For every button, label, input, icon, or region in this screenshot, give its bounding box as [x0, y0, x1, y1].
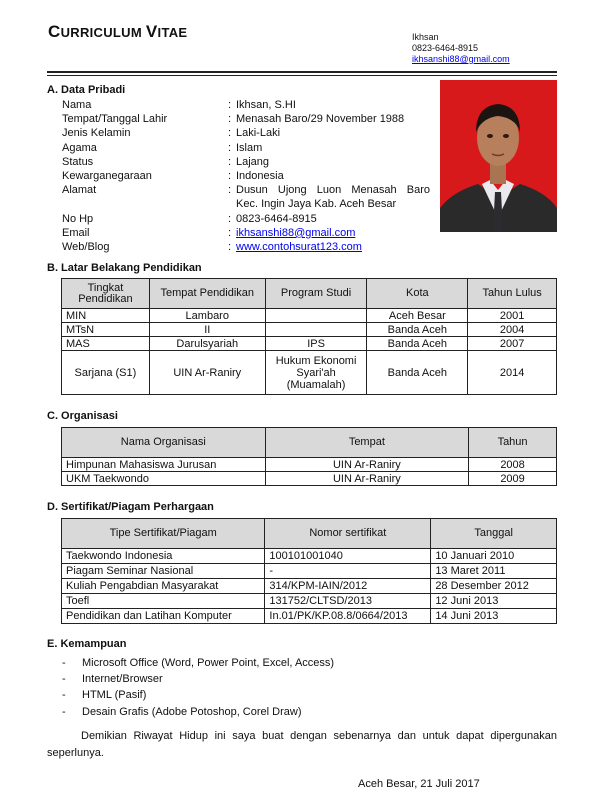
- closing-statement: Demikian Riwayat Hidup ini saya buat dengan sebenarnya dan untuk dapat dipergunakan seperlunya.: [47, 730, 557, 759]
- certificates-cell: 10 Januari 2010: [431, 549, 557, 564]
- personal-row: [62, 112, 430, 126]
- certificates-cell: Toefl: [62, 594, 265, 609]
- bullet-dash: -: [62, 657, 66, 669]
- personal-row: [62, 183, 430, 197]
- personal-value[interactable]: www.contohsurat123.com: [236, 241, 362, 254]
- personal-row: [62, 155, 430, 169]
- education-header-cell: Tingkat Pendidikan: [62, 279, 150, 309]
- personal-label: Email: [62, 226, 90, 239]
- education-cell: MIN: [62, 309, 150, 323]
- education-cell: Banda Aceh: [367, 351, 468, 395]
- certificates-header-cell: Tipe Sertifikat/Piagam: [62, 519, 265, 549]
- certificates-cell: 100101001040: [265, 549, 431, 564]
- personal-row: [62, 126, 430, 140]
- personal-label: No Hp: [62, 212, 94, 225]
- certificates-cell: 28 Desember 2012: [431, 579, 557, 594]
- education-cell: Aceh Besar: [367, 309, 468, 323]
- education-header-cell: Tempat Pendidikan: [149, 279, 265, 309]
- personal-label: Status: [62, 155, 94, 168]
- organization-cell: 2009: [469, 472, 557, 486]
- personal-value: 0823-6464-8915: [236, 212, 317, 225]
- personal-label: Nama: [62, 99, 92, 111]
- personal-value: Islam: [236, 141, 263, 154]
- personal-data-list: [62, 98, 430, 254]
- header-email-link[interactable]: ikhsanshi88@gmail.com: [412, 54, 510, 64]
- skill-item: [62, 704, 334, 720]
- skill-text: HTML (Pasif): [82, 689, 147, 702]
- section-certificates-title: D. Sertifikat/Piagam Perhargaan: [47, 501, 214, 513]
- personal-row: [62, 226, 430, 240]
- personal-colon: :: [228, 212, 232, 225]
- personal-label: [62, 197, 228, 211]
- personal-value: Menasah Baro/29 November 1988: [236, 113, 405, 126]
- organization-row: [62, 458, 557, 472]
- education-header-cell: Kota: [367, 279, 468, 309]
- personal-value: Ikhsan, S.HI: [236, 99, 296, 111]
- header-name: Ikhsan: [412, 32, 439, 42]
- certificates-cell: 13 Maret 2011: [431, 564, 557, 579]
- organization-header-cell: Nama Organisasi: [62, 428, 266, 458]
- personal-colon: :: [228, 184, 232, 197]
- header-rule-thin: [47, 75, 557, 76]
- skill-text: Microsoft Office (Word, Power Point, Excel, Access): [82, 657, 335, 669]
- personal-value: Lajang: [236, 155, 270, 168]
- certificates-header-cell: Tanggal: [431, 519, 557, 549]
- personal-colon: :: [228, 141, 232, 154]
- education-cell: II: [149, 323, 265, 337]
- skill-item: [62, 687, 334, 703]
- education-cell: [265, 323, 367, 337]
- certificates-cell: 131752/CLTSD/2013: [265, 594, 431, 609]
- personal-colon: :: [228, 99, 232, 111]
- education-header-cell: Program Studi: [265, 279, 367, 309]
- personal-colon: :: [228, 155, 232, 168]
- personal-row: [62, 169, 430, 183]
- personal-value: Indonesia: [236, 170, 284, 183]
- organization-cell: Himpunan Mahasiswa Jurusan: [62, 458, 266, 472]
- personal-colon: [228, 197, 236, 211]
- education-cell: Lambaro: [149, 309, 265, 323]
- education-row: [62, 309, 557, 323]
- cv-title: CURRICULUM VITAE: [48, 22, 188, 41]
- personal-colon: :: [228, 127, 232, 140]
- skill-text: Internet/Browser: [82, 673, 163, 686]
- certificates-cell: 314/KPM-IAIN/2012: [265, 579, 431, 594]
- education-cell: UIN Ar-Raniry: [149, 351, 265, 395]
- education-cell: 2014: [468, 351, 557, 395]
- education-table: [61, 278, 557, 395]
- personal-colon: :: [228, 241, 232, 254]
- signature-place-date: Aceh Besar, 21 Juli 2017: [358, 778, 480, 790]
- education-cell: [265, 309, 367, 323]
- header-phone: 0823-6464-8915: [412, 43, 479, 53]
- personal-value[interactable]: ikhsanshi88@gmail.com: [236, 226, 356, 239]
- section-personal-title: A. Data Pribadi: [47, 84, 126, 96]
- skill-item: [62, 671, 334, 687]
- education-cell: Banda Aceh: [367, 323, 468, 337]
- bullet-dash: -: [62, 689, 66, 702]
- personal-row: [62, 240, 430, 254]
- certificates-row: [62, 564, 557, 579]
- certificates-cell: In.01/PK/KP.08.8/0664/2013: [265, 609, 431, 624]
- section-organization-title: C. Organisasi: [47, 410, 118, 422]
- organization-header-cell: Tahun: [469, 428, 557, 458]
- certificates-cell: Piagam Seminar Nasional: [62, 564, 265, 579]
- bullet-dash: -: [62, 705, 66, 718]
- personal-value: Laki-Laki: [236, 127, 281, 140]
- personal-row: [62, 141, 430, 155]
- certificates-row: [62, 609, 557, 624]
- education-cell: MTsN: [62, 323, 150, 337]
- personal-colon: :: [228, 226, 232, 239]
- personal-colon: :: [228, 113, 232, 126]
- education-header-cell: Tahun Lulus: [468, 279, 557, 309]
- skill-text: Desain Grafis (Adobe Potoshop, Corel Draw): [82, 705, 302, 718]
- personal-row: [62, 197, 430, 211]
- certificates-row: [62, 594, 557, 609]
- certificates-header-cell: Nomor sertifikat: [265, 519, 431, 549]
- certificates-cell: 12 Juni 2013: [431, 594, 557, 609]
- section-skills-title: E. Kemampuan: [47, 638, 127, 650]
- certificates-row: [62, 549, 557, 564]
- personal-row: [62, 212, 430, 226]
- organization-cell: 2008: [469, 458, 557, 472]
- skills-list: [62, 655, 334, 720]
- personal-label: Web/Blog: [62, 241, 110, 254]
- education-cell: Sarjana (S1): [62, 351, 150, 395]
- certificates-cell: -: [265, 564, 431, 579]
- education-row: [62, 337, 557, 351]
- education-row: [62, 323, 557, 337]
- education-cell: Hukum Ekonomi Syari'ah (Muamalah): [265, 351, 367, 395]
- education-cell: 2001: [468, 309, 557, 323]
- header-rule: [47, 71, 557, 73]
- personal-label: Jenis Kelamin: [62, 127, 131, 140]
- education-cell: Banda Aceh: [367, 337, 468, 351]
- personal-label: Kewarganegaraan: [62, 170, 152, 183]
- certificates-cell: Kuliah Pengabdian Masyarakat: [62, 579, 265, 594]
- organization-row: [62, 472, 557, 486]
- personal-colon: :: [228, 170, 232, 183]
- education-cell: 2004: [468, 323, 557, 337]
- certificates-cell: 14 Juni 2013: [431, 609, 557, 624]
- organization-table: [61, 427, 557, 486]
- certificates-row: [62, 579, 557, 594]
- organization-header-cell: Tempat: [265, 428, 469, 458]
- personal-label: Tempat/Tanggal Lahir: [62, 113, 168, 126]
- personal-value: Kec. Ingin Jaya Kab. Aceh Besar: [236, 198, 397, 211]
- organization-cell: UKM Taekwondo: [62, 472, 266, 486]
- certificates-cell: Pendidikan dan Latihan Komputer: [62, 609, 265, 624]
- profile-photo: [440, 80, 557, 232]
- organization-cell: UIN Ar-Raniry: [265, 472, 469, 486]
- personal-label: Alamat: [62, 184, 97, 197]
- personal-row: [62, 98, 430, 112]
- personal-label: Agama: [62, 141, 97, 154]
- bullet-dash: -: [62, 673, 66, 686]
- skill-item: [62, 655, 334, 671]
- education-cell: Darulsyariah: [149, 337, 265, 351]
- education-row: [62, 351, 557, 395]
- organization-cell: UIN Ar-Raniry: [265, 458, 469, 472]
- education-cell: MAS: [62, 337, 150, 351]
- header-contact: [412, 32, 510, 65]
- certificates-cell: Taekwondo Indonesia: [62, 549, 265, 564]
- certificates-table: [61, 518, 557, 624]
- personal-value: Dusun Ujong Luon Menasah Baro: [236, 184, 430, 197]
- section-education-title: B. Latar Belakang Pendidikan: [47, 262, 202, 274]
- education-cell: 2007: [468, 337, 557, 351]
- education-cell: IPS: [265, 337, 367, 351]
